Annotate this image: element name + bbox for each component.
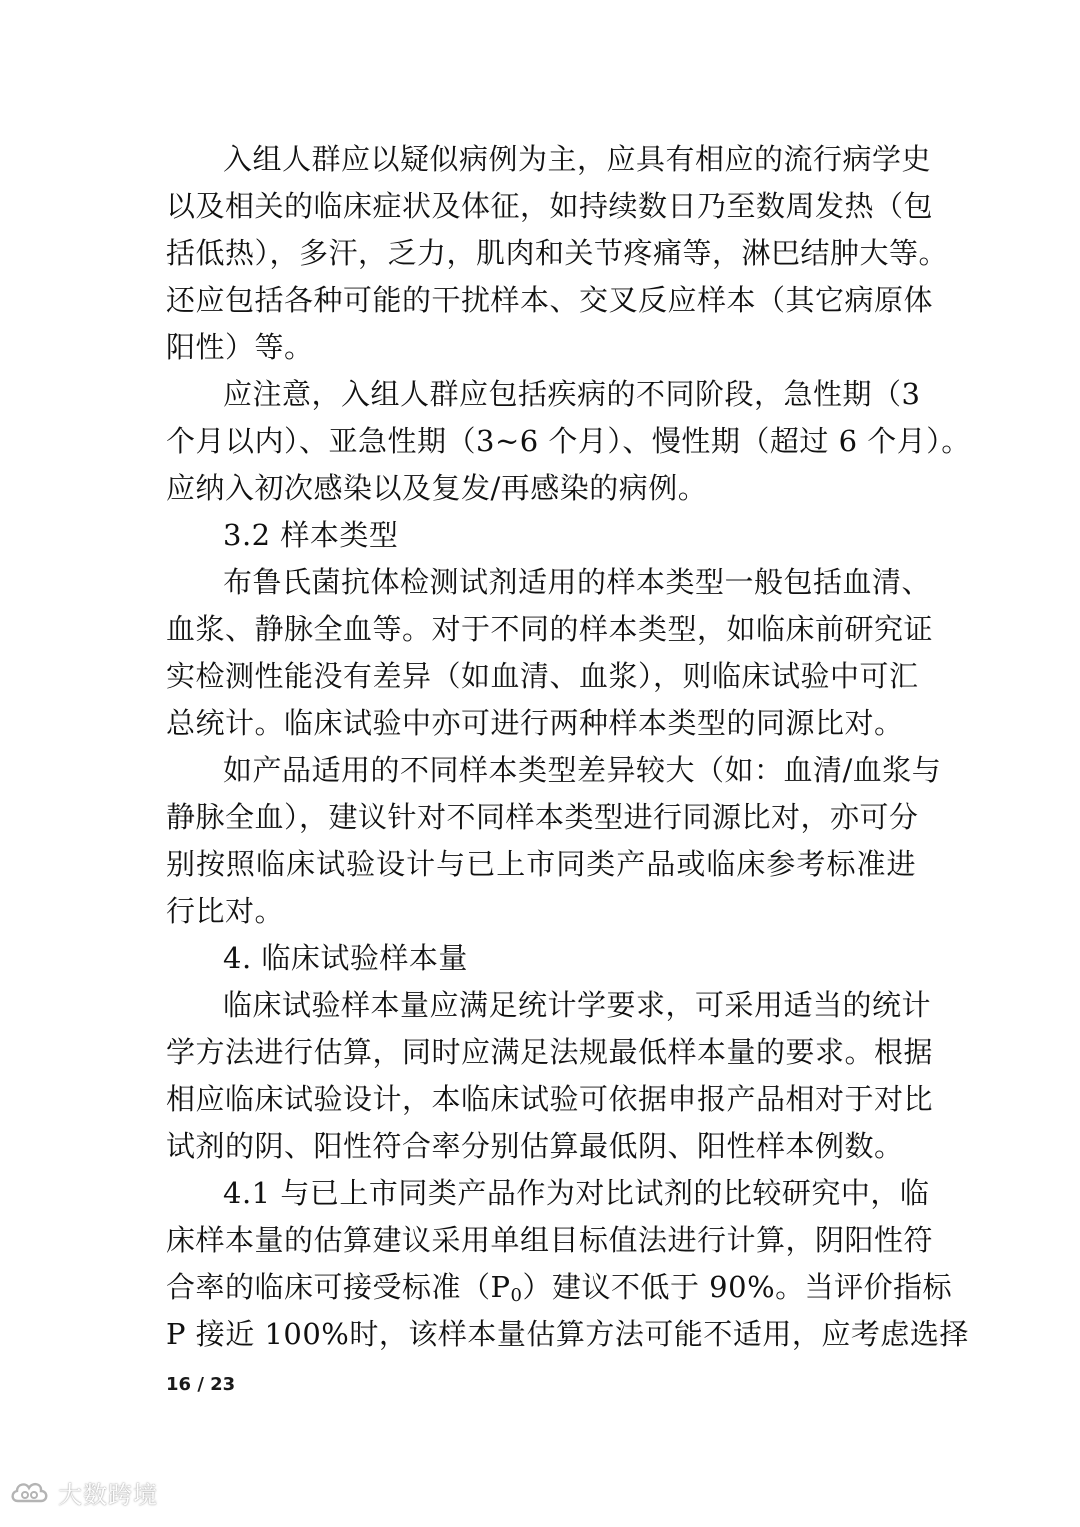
paragraph-5-line-4: 试剂的阴、阳性符合率分别估算最低阴、阳性样本例数。 xyxy=(166,1129,904,1163)
section-heading-3-2: 3.2 样本类型 xyxy=(223,518,399,552)
watermark-text: 大数跨境 xyxy=(58,1480,158,1509)
watermark xyxy=(8,1474,158,1510)
paragraph-5-line-3: 相应临床试验设计，本临床试验可依据申报产品相对于对比 xyxy=(166,1082,934,1116)
paragraph-1-line-1: 入组人群应以疑似病例为主，应具有相应的流行病学史 xyxy=(223,142,932,176)
paragraph-3-line-2: 血浆、静脉全血等。对于不同的样本类型，如临床前研究证 xyxy=(166,612,934,646)
paragraph-6-line-3 xyxy=(166,1269,953,1306)
page-number: 16 / 23 xyxy=(166,1374,236,1395)
paragraph-4-line-3: 别按照临床试验设计与已上市同类产品或临床参考标准进 xyxy=(166,847,916,881)
paragraph-1-line-4: 还应包括各种可能的干扰样本、交叉反应样本（其它病原体 xyxy=(166,283,934,317)
p-zero-subscript: 0 xyxy=(510,1285,523,1306)
paragraph-3-line-4: 总统计。临床试验中亦可进行两种样本类型的同源比对。 xyxy=(166,706,904,740)
paragraph-1-line-2: 以及相关的临床症状及体征，如持续数日乃至数周发热（包 xyxy=(166,189,934,223)
paragraph-6-line-1: 4.1 与已上市同类产品作为对比试剂的比较研究中，临 xyxy=(223,1176,930,1210)
paragraph-1-line-5: 阳性）等。 xyxy=(166,330,314,364)
paragraph-4-line-1: 如产品适用的不同样本类型差异较大（如：血清/血浆与 xyxy=(223,753,942,787)
paragraph-5-line-2: 学方法进行估算，同时应满足法规最低样本量的要求。根据 xyxy=(166,1035,934,1069)
paragraph-6-line-2: 床样本量的估算建议采用单组目标值法进行计算，阴阳性符 xyxy=(166,1223,934,1257)
section-heading-4: 4. 临床试验样本量 xyxy=(223,941,468,975)
paragraph-3-line-1: 布鲁氏菌抗体检测试剂适用的样本类型一般包括血清、 xyxy=(223,565,932,599)
paragraph-6-line-3-after: ）建议不低于 90%。当评价指标 xyxy=(522,1270,953,1304)
paragraph-6-line-4: P 接近 100%时，该样本量估算方法可能不适用，应考虑选择 xyxy=(166,1317,969,1351)
paragraph-2-line-2: 个月以内）、亚急性期（3~6 个月）、慢性期（超过 6 个月）。 xyxy=(166,424,971,458)
cloud-logo-icon xyxy=(8,1477,52,1507)
paragraph-6-line-3-before: 合率的临床可接受标准（P xyxy=(166,1270,511,1304)
paragraph-2-line-3: 应纳入初次感染以及复发/再感染的病例。 xyxy=(166,471,708,505)
paragraph-1-line-3: 括低热），多汗，乏力，肌肉和关节疼痛等，淋巴结肿大等。 xyxy=(166,236,949,270)
paragraph-4-line-4: 行比对。 xyxy=(166,894,285,928)
paragraph-4-line-2: 静脉全血），建议针对不同样本类型进行同源比对，亦可分 xyxy=(166,800,919,834)
paragraph-2-line-1: 应注意，入组人群应包括疾病的不同阶段，急性期（3 xyxy=(223,377,921,411)
paragraph-5-line-1: 临床试验样本量应满足统计学要求，可采用适当的统计 xyxy=(223,988,932,1022)
paragraph-3-line-3: 实检测性能没有差异（如血清、血浆），则临床试验中可汇 xyxy=(166,659,919,693)
